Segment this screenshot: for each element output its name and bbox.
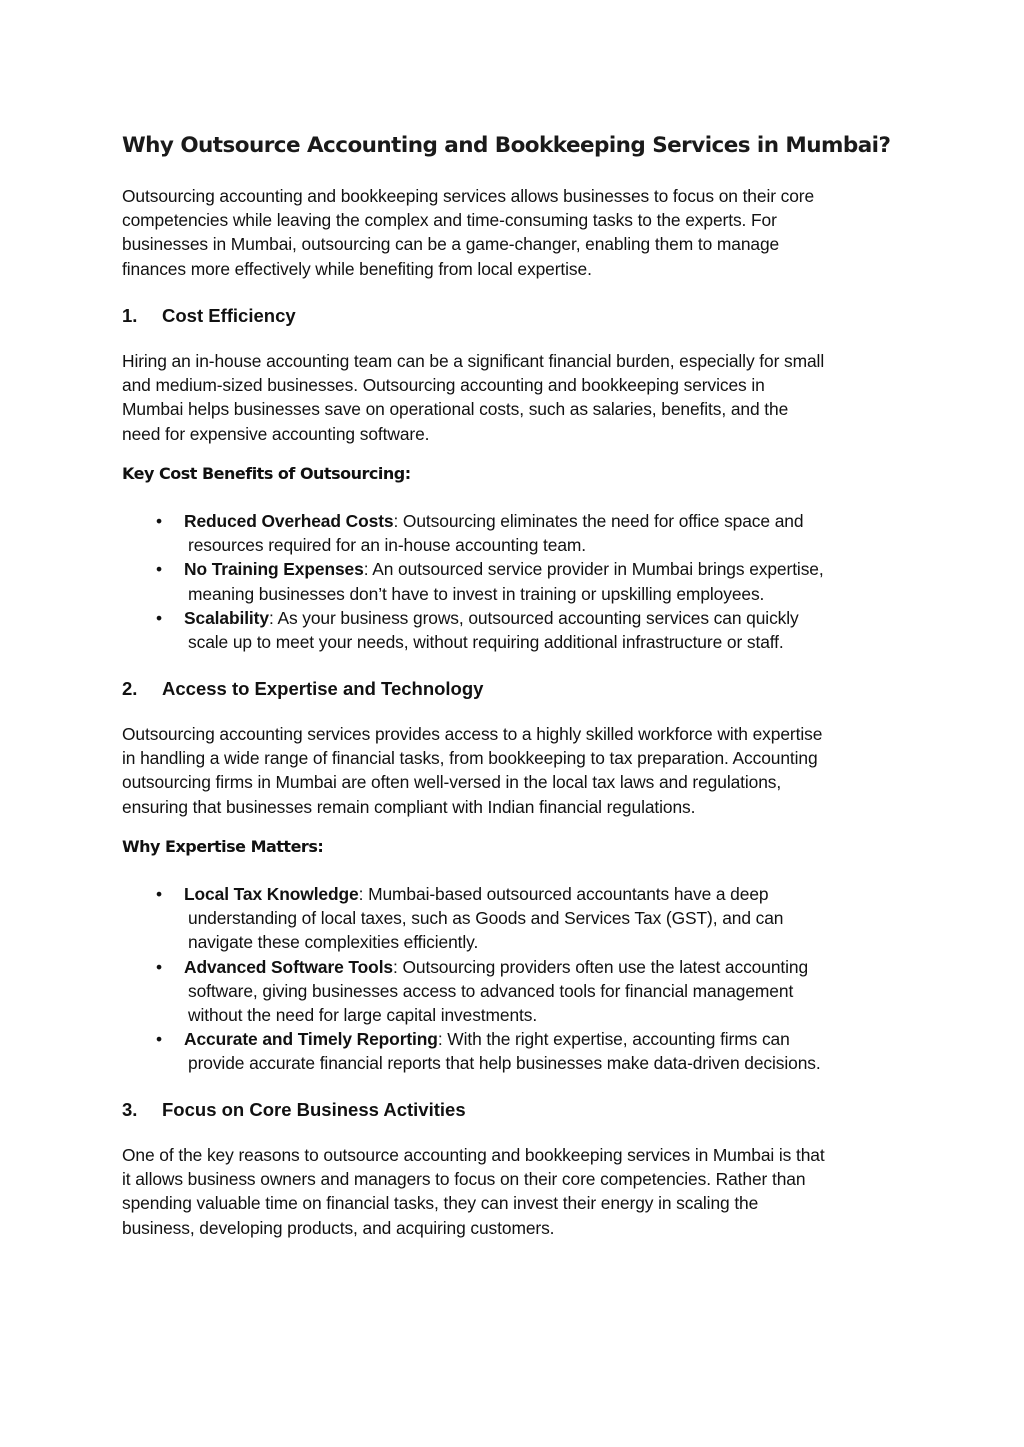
bullet-icon: • — [156, 1029, 162, 1050]
subheading-why-expertise-matters: Why Expertise Matters: — [122, 837, 324, 856]
paragraph-line: outsourcing firms in Mumbai are often well-versed in the local tax laws and regulations, — [122, 772, 782, 793]
list-item — [122, 606, 912, 654]
section-body-cost-efficiency — [122, 349, 912, 446]
paragraph-line: competencies while leaving the complex and time-consuming tasks to the experts. For — [122, 210, 777, 231]
paragraph-line: businesses in Mumbai, outsourcing can be a game-changer, enabling them to manage — [122, 234, 780, 255]
section-heading-text: Access to Expertise and Technology — [162, 678, 484, 699]
bullet-first-line — [184, 955, 912, 979]
bullet-list-expertise — [122, 882, 912, 1076]
section-number: 3. — [122, 1099, 138, 1120]
paragraph-line: business, developing products, and acquiring customers. — [122, 1217, 555, 1238]
bullet-first-line — [184, 557, 912, 581]
paragraph-line: Outsourcing accounting and bookkeeping services allows businesses to focus on their core — [122, 186, 815, 206]
bullet-icon: • — [156, 884, 162, 904]
section-heading-text: Cost Efficiency — [162, 305, 296, 326]
paragraph-line: One of the key reasons to outsource accounting and bookkeeping services in Mumbai is that — [122, 1145, 825, 1165]
paragraph-line: it allows business owners and managers to focus on their core competencies. Rather than — [122, 1169, 806, 1190]
bullet-text: : As your business grows, outsourced accounting services can quickly — [268, 607, 799, 628]
section-number: 1. — [122, 305, 138, 326]
paragraph-line: Mumbai helps businesses save on operational costs, such as salaries, benefits, and the — [122, 399, 789, 420]
bullet-text: provide accurate financial reports that help businesses make data-driven decisions. — [188, 1053, 821, 1074]
bullet-text: : An outsourced service provider in Mumbai brings expertise, — [363, 559, 824, 580]
bullet-first-line — [184, 1027, 912, 1051]
bullet-text: : Outsourcing providers often use the latest accounting — [393, 956, 809, 977]
paragraph-line: spending valuable time on financial tasks, they can invest their energy in scaling the — [122, 1193, 759, 1214]
list-item — [122, 557, 912, 605]
paragraph-line: finances more effectively while benefiting from local expertise. — [122, 258, 592, 279]
list-item — [122, 955, 912, 1028]
bullet-text: : With the right expertise, accounting firms can — [437, 1029, 790, 1050]
bullet-icon: • — [156, 511, 162, 531]
paragraph-line: and medium-sized businesses. Outsourcing accounting and bookkeeping services in — [122, 375, 765, 396]
bullet-first-line — [184, 509, 912, 533]
bullet-first-line — [184, 882, 912, 906]
bullet-text: : Mumbai-based outsourced accountants have a deep — [358, 884, 769, 904]
bullet-text: software, giving businesses access to advanced tools for financial management — [188, 980, 794, 1001]
section-body-focus-on-core — [122, 1143, 912, 1240]
bullet-text: : Outsourcing eliminates the need for office space and — [393, 511, 804, 531]
paragraph-line: Hiring an in-house accounting team can be a significant financial burden, especially for small — [122, 351, 825, 371]
bullet-icon: • — [156, 559, 162, 580]
bullet-icon: • — [156, 607, 162, 628]
list-item — [122, 509, 912, 557]
bullet-text: without the need for large capital investments. — [188, 1005, 538, 1026]
bullet-term: Advanced Software Tools — [184, 956, 394, 977]
bullet-icon: • — [156, 956, 162, 977]
bullet-term: No Training Expenses — [184, 559, 364, 580]
bullet-text: scale up to meet your needs, without requiring additional infrastructure or staff. — [188, 632, 784, 653]
intro-paragraph — [122, 184, 912, 281]
paragraph-line: Outsourcing accounting services provides access to a highly skilled workforce with expertise — [122, 724, 823, 744]
section-number: 2. — [122, 678, 138, 699]
bullet-list-cost-benefits — [122, 509, 912, 654]
paragraph-line: in handling a wide range of financial tasks, from bookkeeping to tax preparation. Accounting — [122, 748, 818, 769]
subheading-key-cost-benefits: Key Cost Benefits of Outsourcing: — [122, 464, 411, 483]
bullet-text: understanding of local taxes, such as Goods and Services Tax (GST), and can — [188, 908, 784, 929]
bullet-text: navigate these complexities efficiently. — [188, 932, 479, 953]
bullet-term: Local Tax Knowledge — [184, 884, 359, 904]
bullet-text: meaning businesses don’t have to invest in training or upskilling employees. — [188, 583, 765, 604]
section-heading-cost-efficiency — [122, 303, 296, 329]
bullet-term: Reduced Overhead Costs — [184, 511, 394, 531]
paragraph-line: need for expensive accounting software. — [122, 423, 430, 444]
paragraph-line: ensuring that businesses remain compliant with Indian financial regulations. — [122, 796, 696, 817]
list-item — [122, 1027, 912, 1075]
list-item — [122, 882, 912, 955]
section-heading-focus-on-core — [122, 1097, 466, 1123]
bullet-text: resources required for an in-house accounting team. — [188, 535, 587, 556]
bullet-term: Accurate and Timely Reporting — [184, 1029, 438, 1050]
bullet-first-line — [184, 606, 912, 630]
bullet-term: Scalability — [184, 607, 269, 628]
section-body-access-to-expertise — [122, 722, 912, 819]
section-heading-text: Focus on Core Business Activities — [162, 1099, 466, 1120]
section-heading-access-to-expertise — [122, 676, 483, 702]
page-title: Why Outsource Accounting and Bookkeeping Services in Mumbai? — [122, 133, 891, 158]
